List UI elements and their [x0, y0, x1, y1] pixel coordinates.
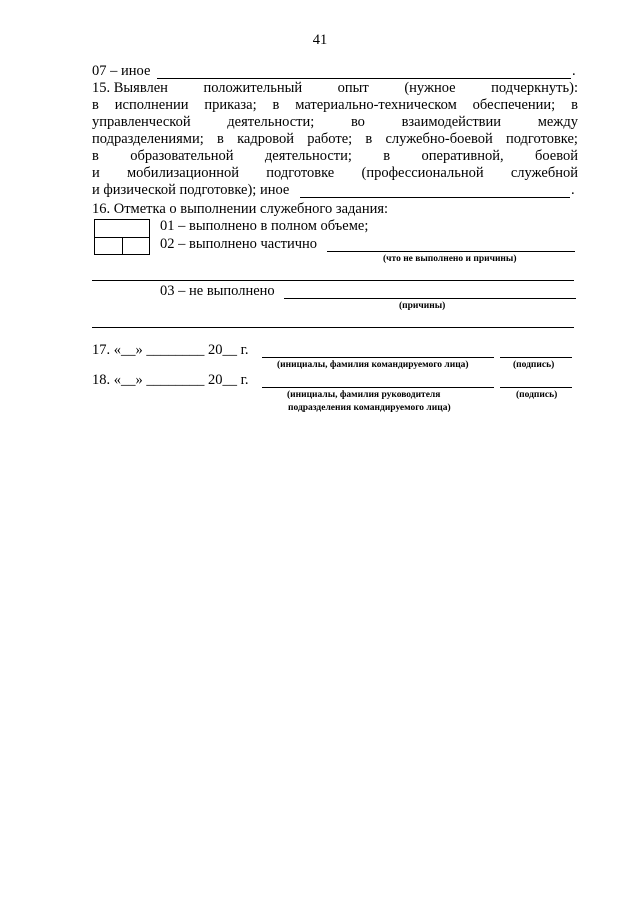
word: подразделениями; [92, 131, 204, 147]
item-07-blank-line [157, 78, 571, 79]
option-02-label: 02 – выполнено частично [160, 236, 318, 252]
option-02-continuation-line [92, 280, 574, 281]
word: и [92, 165, 100, 181]
word: подчеркнуть): [491, 80, 578, 96]
word: работе; [307, 131, 353, 147]
word: деятельности; [264, 148, 352, 164]
word: управленческой [92, 114, 191, 130]
word: подготовке; [505, 131, 578, 147]
word: мобилизационной [127, 165, 240, 181]
item-16-heading: 16. Отметка о выполнении служебного задания: [92, 201, 389, 217]
word: (профессиональной [361, 165, 484, 181]
item-07-period: . [572, 63, 576, 79]
item-15-line-2 [92, 97, 578, 114]
page-number: 41 [312, 32, 328, 48]
word: оперативной, [421, 148, 504, 164]
item-15-line-4 [92, 131, 578, 148]
word: во [350, 114, 365, 130]
option-03-label: 03 – не выполнено [160, 283, 275, 299]
item-17-date: 17. «__» ________ 20__ г. [92, 342, 249, 358]
box-divider [122, 237, 123, 254]
word: между [537, 114, 578, 130]
word: в [383, 148, 391, 164]
item-07-label: 07 – иное [92, 63, 151, 79]
item-17-name-caption: (инициалы, фамилия командируемого лица) [277, 360, 469, 370]
item-17-signature-line [500, 357, 572, 358]
option-03-continuation-line [92, 327, 574, 328]
item-18-date: 18. «__» ________ 20__ г. [92, 372, 249, 388]
item-17-name-line [262, 357, 494, 358]
word: кадровой [237, 131, 294, 147]
item-15-line-3 [92, 114, 578, 131]
item-15-period: . [571, 182, 575, 198]
word: в [365, 131, 373, 147]
option-01-label: 01 – выполнено в полном объеме; [160, 218, 369, 234]
item-18-name-caption-line-2: подразделения командируемого лица) [288, 403, 451, 413]
word: положительный [203, 80, 303, 96]
word: исполнении [114, 97, 189, 113]
option-02-blank-line [327, 251, 575, 252]
word: обеспечении; [472, 97, 556, 113]
word: взаимодействии [401, 114, 502, 130]
completion-code-box[interactable] [94, 219, 150, 255]
word: в [92, 148, 99, 164]
word: 15. Выявлен [92, 80, 168, 96]
word: в [272, 97, 280, 113]
word: опыт [337, 80, 369, 96]
option-03-blank-line [284, 298, 576, 299]
option-02-caption: (что не выполнено и причины) [383, 254, 517, 264]
item-17-signature-caption: (подпись) [513, 360, 555, 370]
word: подготовке [266, 165, 335, 181]
item-18-signature-caption: (подпись) [516, 390, 558, 400]
item-15-line-1 [92, 80, 578, 97]
word: служебной [510, 165, 578, 181]
word: образовательной [130, 148, 234, 164]
word: приказа; [204, 97, 257, 113]
item-15-line-6 [92, 165, 578, 182]
word: деятельности; [227, 114, 315, 130]
item-15-line-5 [92, 148, 578, 165]
word: в [92, 97, 99, 113]
word: боевой [534, 148, 578, 164]
item-15-line-7: и физической подготовке); иное [92, 182, 290, 198]
word: (нужное [404, 80, 456, 96]
option-03-caption: (причины) [399, 301, 446, 311]
word: в [571, 97, 578, 113]
item-18-name-line [262, 387, 494, 388]
item-15-other-blank-line [300, 197, 570, 198]
item-18-name-caption-line-1: (инициалы, фамилия руководителя [287, 390, 441, 400]
word: в [217, 131, 224, 147]
word: служебно-боевой [385, 131, 493, 147]
word: материально-техническом [295, 97, 457, 113]
item-18-signature-line [500, 387, 572, 388]
